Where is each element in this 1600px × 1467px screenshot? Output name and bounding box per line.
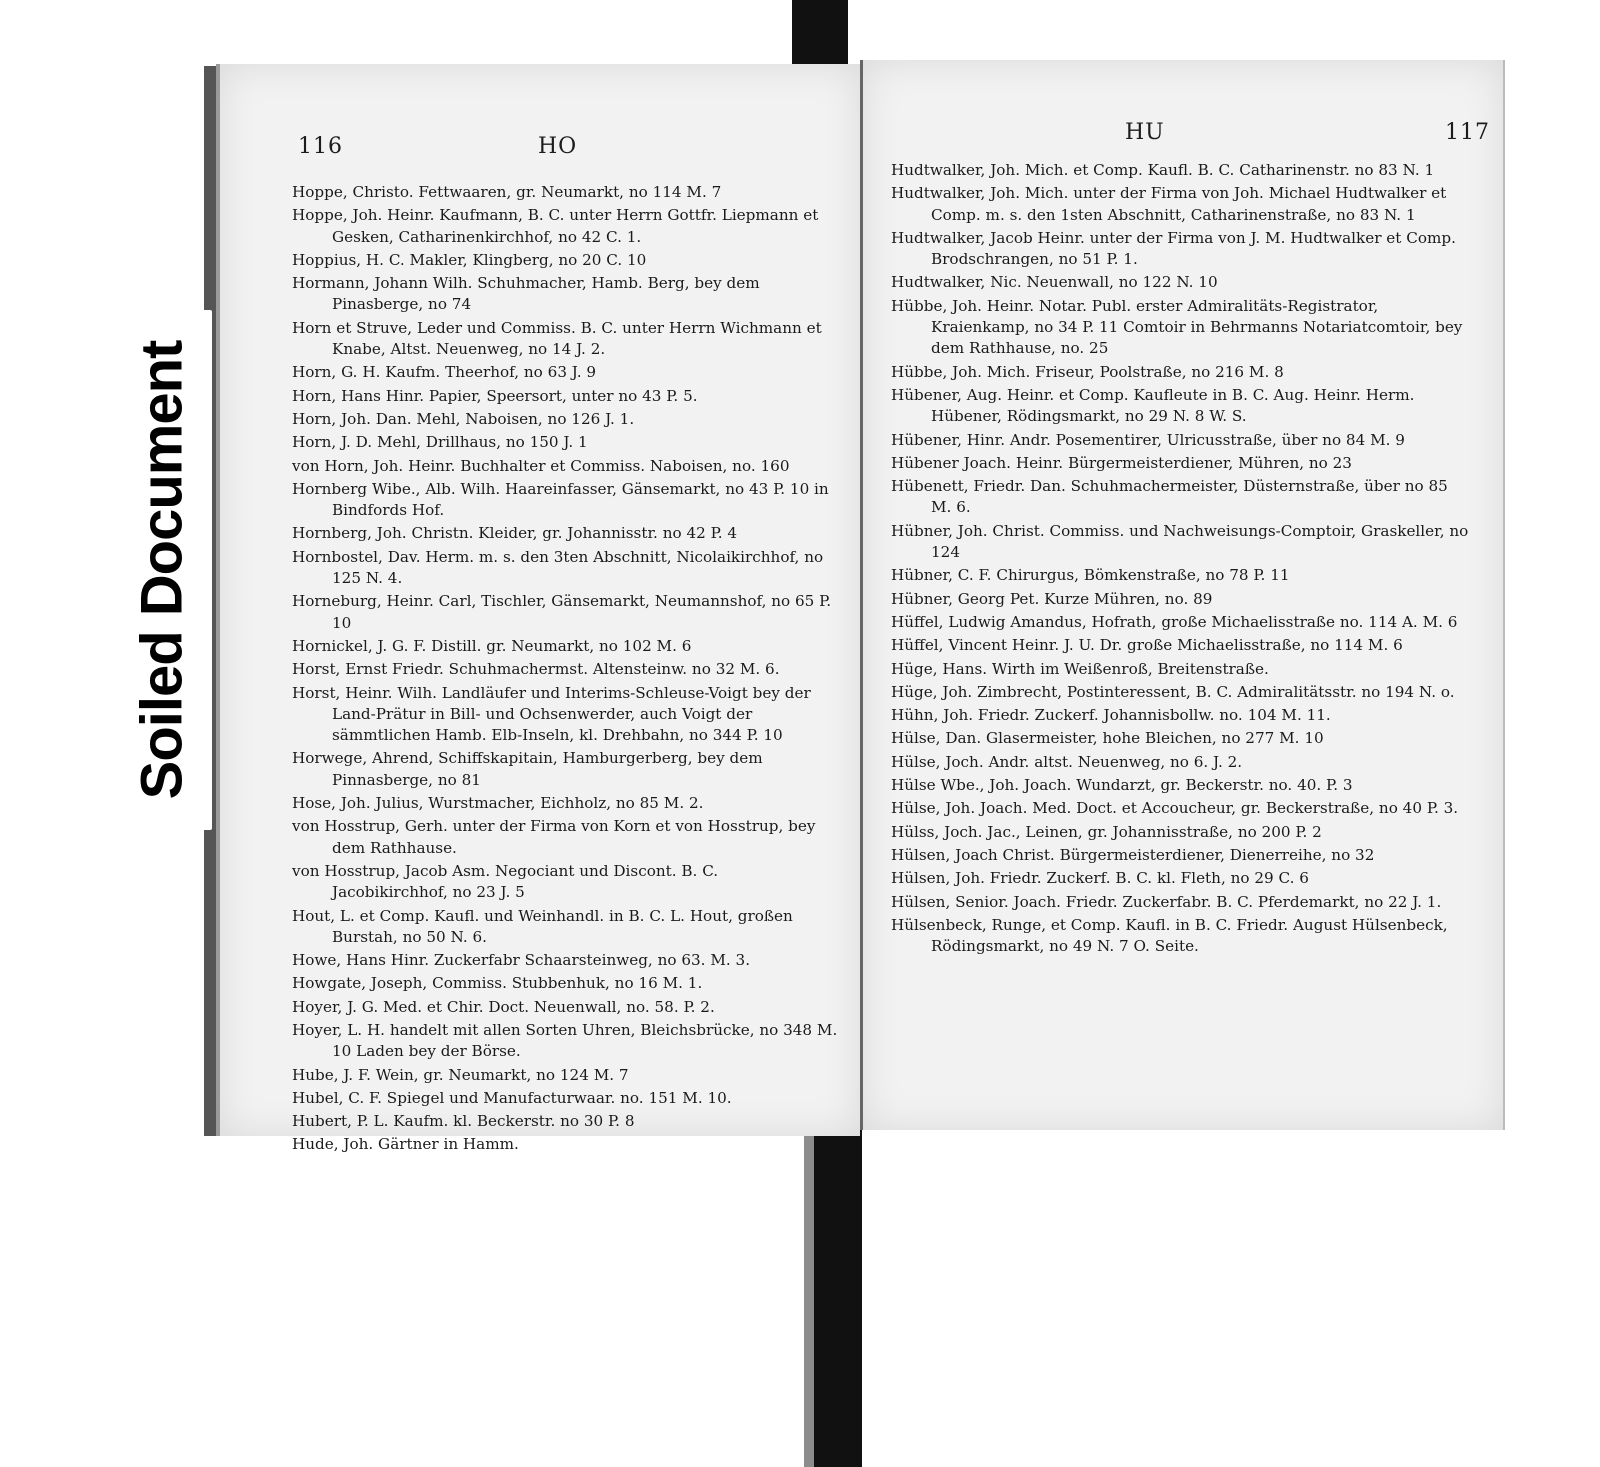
directory-entry: Hübener, Aug. Heinr. et Comp. Kaufleute in B. C. Aug. Heinr. Herm. Hübener, Rödingsmarkt, no 29 N. 8 W. S. xyxy=(891,385,1415,426)
directory-entry: Hülse, Dan. Glasermeister, hohe Bleichen, no 277 M. 10 xyxy=(891,729,1324,748)
directory-entry: Hülsen, Senior. Joach. Friedr. Zuckerfabr. B. C. Pferdemarkt, no 22 J. 1. xyxy=(891,892,1442,911)
directory-entry: Horn, J. D. Mehl, Drillhaus, no 150 J. 1 xyxy=(292,433,588,452)
left-page-header xyxy=(220,134,860,174)
directory-entry: Hübner, Joh. Christ. Commiss. und Nachweisungs-Comptoir, Graskeller, no 124 xyxy=(891,521,1469,562)
directory-entry: Hudtwalker, Jacob Heinr. unter der Firma von J. M. Hudtwalker et Comp. Brodschrangen, no 51 P. 1. xyxy=(891,228,1456,269)
directory-entry: Hülsenbeck, Runge, et Comp. Kaufl. in B. C. Friedr. August Hülsenbeck, Rödingsmarkt, no 49 N. 7 O. Seite. xyxy=(891,915,1448,956)
directory-entry: Hout, L. et Comp. Kaufl. und Weinhandl. in B. C. L. Hout, großen Burstah, no 50 N. 6. xyxy=(292,906,793,946)
directory-entry: Horn et Struve, Leder und Commiss. B. C. unter Herrn Wichmann et Knabe, Altst. Neuenweg, no 14 J. 2. xyxy=(292,318,822,359)
directory-entry: Hübener, Hinr. Andr. Posementirer, Ulricusstraße, über no 84 M. 9 xyxy=(891,430,1405,449)
right-page xyxy=(860,60,1505,1130)
binding-spine-bottom xyxy=(814,1128,862,1467)
directory-entry: Hülsen, Joach Christ. Bürgermeisterdiener, Dienerreihe, no 32 xyxy=(891,845,1375,864)
directory-entry: Hubert, P. L. Kaufm. kl. Beckerstr. no 30 P. 8 xyxy=(292,1112,635,1131)
directory-entry: Horn, Joh. Dan. Mehl, Naboisen, no 126 J. 1. xyxy=(292,409,635,428)
directory-entry: Hübener Joach. Heinr. Bürgermeisterdiener, Mühren, no 23 xyxy=(891,453,1352,472)
directory-entry: Hude, Joh. Gärtner in Hamm. xyxy=(292,1135,519,1154)
directory-entry: Howe, Hans Hinr. Zuckerfabr Schaarsteinweg, no 63. M. 3. xyxy=(292,951,751,970)
right-running-head: HU xyxy=(1125,120,1165,145)
directory-entry: Hübbe, Joh. Mich. Friseur, Poolstraße, no 216 M. 8 xyxy=(891,362,1284,381)
directory-entry: Horn, G. H. Kaufm. Theerhof, no 63 J. 9 xyxy=(292,363,597,382)
left-entry-list xyxy=(292,182,838,1158)
directory-entry: Horst, Ernst Friedr. Schuhmachermst. Altensteinw. no 32 M. 6. xyxy=(292,660,780,679)
directory-entry: Hülse, Joh. Joach. Med. Doct. et Accoucheur, gr. Beckerstraße, no 40 P. 3. xyxy=(891,799,1459,818)
soiled-document-text: Soiled Document xyxy=(129,340,195,800)
directory-entry: Hühn, Joh. Friedr. Zuckerf. Johannisbollw. no. 104 M. 11. xyxy=(891,706,1331,725)
directory-entry: Hülsen, Joh. Friedr. Zuckerf. B. C. kl. Fleth, no 29 C. 6 xyxy=(891,869,1309,888)
directory-entry: von Hosstrup, Gerh. unter der Firma von Korn et von Hosstrup, bey dem Rathhause. xyxy=(292,817,816,857)
directory-entry: Howgate, Joseph, Commiss. Stubbenhuk, no 16 M. 1. xyxy=(292,974,703,993)
directory-entry: Horn, Hans Hinr. Papier, Speersort, unter no 43 P. 5. xyxy=(292,386,698,405)
directory-entry: Hülse, Joch. Andr. altst. Neuenweg, no 6. J. 2. xyxy=(891,752,1243,771)
left-running-head: HO xyxy=(538,134,578,159)
directory-entry: Hüffel, Ludwig Amandus, Hofrath, große Michaelisstraße no. 114 A. M. 6 xyxy=(891,612,1458,631)
directory-entry: Horwege, Ahrend, Schiffskapitain, Hamburgerberg, bey dem Pinnasberge, no 81 xyxy=(292,749,763,789)
directory-entry: Hülse Wbe., Joh. Joach. Wundarzt, gr. Beckerstr. no. 40. P. 3 xyxy=(891,776,1353,795)
directory-entry: Hüge, Hans. Wirth im Weißenroß, Breitenstraße. xyxy=(891,659,1269,678)
directory-entry: Hüge, Joh. Zimbrecht, Postinteressent, B. C. Admiralitätsstr. no 194 N. o. xyxy=(891,682,1455,701)
directory-entry: Hudtwalker, Joh. Mich. et Comp. Kaufl. B. C. Catharinenstr. no 83 N. 1 xyxy=(891,161,1435,179)
left-page-number: 116 xyxy=(298,134,343,159)
directory-entry: Hornberg Wibe., Alb. Wilh. Haareinfasser, Gänsemarkt, no 43 P. 10 in Bindfords Hof. xyxy=(292,479,829,520)
directory-entry: Hübner, Georg Pet. Kurze Mühren, no. 89 xyxy=(891,589,1213,608)
directory-entry: Hose, Joh. Julius, Wurstmacher, Eichholz, no 85 M. 2. xyxy=(292,794,704,813)
directory-entry: Hoppe, Christo. Fettwaaren, gr. Neumarkt, no 114 M. 7 xyxy=(292,183,722,201)
directory-entry: Hornickel, J. G. F. Distill. gr. Neumarkt, no 102 M. 6 xyxy=(292,636,692,655)
right-entry-list xyxy=(891,160,1473,959)
directory-entry: Hormann, Johann Wilh. Schuhmacher, Hamb. Berg, bey dem Pinasberge, no 74 xyxy=(292,274,760,314)
directory-entry: Hübner, C. F. Chirurgus, Bömkenstraße, no 78 P. 11 xyxy=(891,566,1290,585)
directory-entry: Hubel, C. F. Spiegel und Manufacturwaar. no. 151 M. 10. xyxy=(292,1088,732,1107)
directory-entry: Hube, J. F. Wein, gr. Neumarkt, no 124 M. 7 xyxy=(292,1065,629,1084)
directory-entry: Hüffel, Vincent Heinr. J. U. Dr. große Michaelisstraße, no 114 M. 6 xyxy=(891,636,1403,655)
directory-entry: Hoppe, Joh. Heinr. Kaufmann, B. C. unter Herrn Gottfr. Liepmann et Gesken, Catharinenkirchhof, no 42 C. 1. xyxy=(292,206,819,246)
soiled-document-label xyxy=(112,310,212,830)
directory-entry: Horneburg, Heinr. Carl, Tischler, Gänsemarkt, Neumannshof, no 65 P. 10 xyxy=(292,592,832,632)
directory-entry: Hornberg, Joh. Christn. Kleider, gr. Johannisstr. no 42 P. 4 xyxy=(292,524,738,543)
directory-entry: von Horn, Joh. Heinr. Buchhalter et Commiss. Naboisen, no. 160 xyxy=(292,456,790,475)
directory-entry: Hübbe, Joh. Heinr. Notar. Publ. erster Admiralitäts-Registrator, Kraienkamp, no 34 P. 11 Comtoir in Behrmanns Notariatcomtoir, bey dem Rathhause, no. 25 xyxy=(891,296,1463,358)
directory-entry: Hornbostel, Dav. Herm. m. s. den 3ten Abschnitt, Nicolaikirchhof, no 125 N. 4. xyxy=(292,547,824,588)
directory-entry: Hoyer, J. G. Med. et Chir. Doct. Neuenwall, no. 58. P. 2. xyxy=(292,997,715,1016)
directory-entry: Hoyer, L. H. handelt mit allen Sorten Uhren, Bleichsbrücke, no 348 M. 10 Laden bey der Börse. xyxy=(292,1020,838,1061)
directory-entry: Hudtwalker, Joh. Mich. unter der Firma von Joh. Michael Hudtwalker et Comp. m. s. den 1sten Abschnitt, Catharinenstraße, no 83 N. 1 xyxy=(891,184,1447,224)
directory-entry: Horst, Heinr. Wilh. Landläufer und Interims-Schleuse-Voigt bey der Land-Prätur in Bill- und Ochsenwerder, auch Voigt der sämmtlichen Hamb. Elb-Inseln, kl. Drehbahn, no 344 P. 10 xyxy=(292,683,811,745)
directory-entry: von Hosstrup, Jacob Asm. Negociant und Discont. B. C. Jacobikirchhof, no 23 J. 5 xyxy=(292,861,719,902)
directory-entry: Hülss, Joch. Jac., Leinen, gr. Johannisstraße, no 200 P. 2 xyxy=(891,822,1322,841)
left-page xyxy=(216,64,860,1154)
directory-entry: Hoppius, H. C. Makler, Klingberg, no 20 C. 10 xyxy=(292,250,647,269)
directory-entry: Hudtwalker, Nic. Neuenwall, no 122 N. 10 xyxy=(891,273,1218,292)
directory-entry: Hübenett, Friedr. Dan. Schuhmachermeister, Düsternstraße, über no 85 M. 6. xyxy=(891,477,1448,517)
right-page-number: 117 xyxy=(1445,120,1490,145)
